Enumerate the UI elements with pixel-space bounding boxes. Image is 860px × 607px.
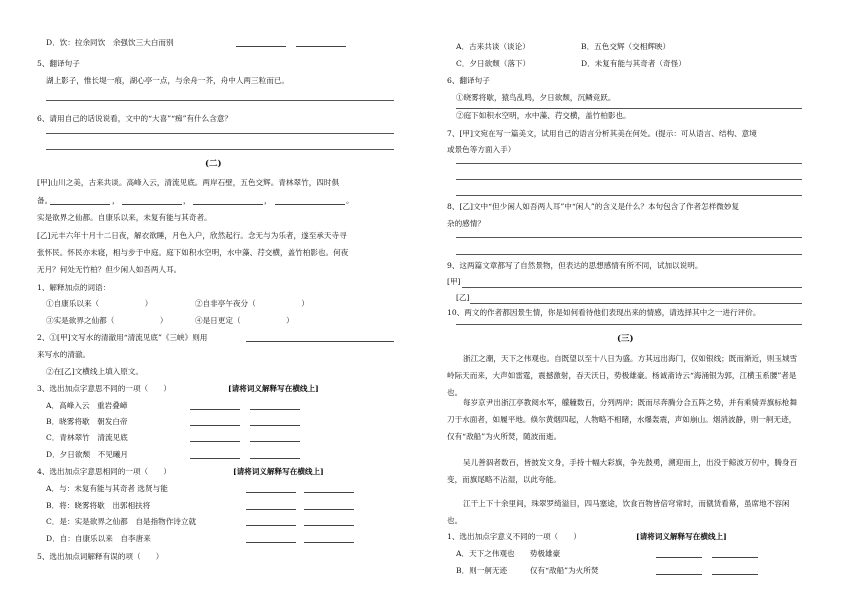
answer-blank[interactable]: [246, 517, 296, 526]
answer-blank[interactable]: [190, 401, 240, 410]
q4-option: B．将：晓雾将歇 出郭相扶将: [46, 501, 151, 510]
q9-jia-label: [甲]: [447, 277, 461, 286]
q6-item: ①晓雾将歇，猿鸟乱鸣，夕日欲颓，沉鳞竞跃。: [456, 93, 616, 102]
q1-item: ④是日更定（ ）: [195, 316, 294, 325]
question-6: 6、翻译句子: [447, 76, 490, 85]
q1-item: ①自康乐以来（ ）: [46, 299, 153, 308]
passage-three-paragraph: 浙江之潮，天下之伟观也。自既望以至十八日为盛。方其远出海门，仅如银线；既而渐近，则玉城雪岭际天而来，大声如雷霆，震撼激射，吞天沃日，势极雄豪。杨诚斋诗云“海涌银为郭，江横玉系腰”者是也。: [447, 354, 798, 397]
answer-blank[interactable]: [304, 501, 354, 510]
fill-blank[interactable]: [50, 196, 110, 205]
question-10: 10、两文的作者都因景生情，你是如何看待他们表现出来的情感，请选择其中之一进行评价。: [447, 308, 761, 317]
q4-option: D．自：自康乐以来 自李唐来: [46, 534, 151, 543]
passage-yi-line: 无月？何处无竹柏？但少闲人如吾两人耳。: [37, 265, 182, 274]
q3-option: D．夕日欲颓 不见曦月: [46, 450, 129, 459]
q1-item: ②自非亭午夜分（ ）: [195, 299, 309, 308]
answer-blank[interactable]: [296, 38, 346, 47]
passage-jia-line: [甲]山川之美，古来共谈。高峰入云，清流见底。两岸石壁，五色交辉。青林翠竹，四时俱: [37, 178, 340, 187]
answer-blank[interactable]: [656, 549, 702, 558]
question-1: 1、解释加点的词语：: [37, 283, 111, 292]
answer-line[interactable]: [456, 195, 802, 196]
passage-three-paragraph: 吴儿善泅者数百，皆披发文身，手持十幅大彩旗，争先鼓勇，溯迎而上，出没于鲸波万仞中，腾身百变，而旗尾略不沾湿，以此夸能。: [447, 458, 798, 484]
passage-yi-line: 张怀民。怀民亦未寝，相与步于中庭。庭下如积水空明，水中藻、荇交横，盖竹柏影也。何夜: [37, 248, 349, 257]
fill-blank[interactable]: [193, 196, 263, 205]
question-5-sentence: 湖上影子，惟长堤一痕，湖心亭一点，与余舟一芥，舟中人两三粒而已。: [46, 76, 289, 85]
q1-option: A．天下之伟观也 势极雄豪: [456, 549, 561, 558]
section-two-heading: (二): [205, 159, 222, 169]
answer-blank[interactable]: [246, 484, 296, 493]
question-2-sub: ②在[乙]文横线上填入原文。: [46, 367, 144, 376]
fill-blank[interactable]: [275, 196, 345, 205]
answer-blank[interactable]: [246, 534, 296, 543]
answer-blank[interactable]: [190, 417, 240, 426]
question-5: 5、选出加点词解释有误的项（ ）: [37, 552, 164, 561]
question-4: 4、选出加点字意思相同的一项（ ）: [37, 467, 171, 476]
question-8-cont: 杂的感情？: [447, 219, 485, 228]
answer-line[interactable]: [470, 303, 802, 304]
fill-blank[interactable]: [122, 196, 182, 205]
passage-three-paragraph: 每岁京尹出浙江亭教阅水军，艨艟数百，分列两岸；既而尽奔腾分合五阵之势，并有乘骑弄旗标枪舞刀于水面者，如履平地。倏尔黄烟四起，人物略不相睹，水爆轰震，声如崩山。烟消波静，则一舸无迹，仅有“敌船”为火所焚，随波而逝。: [447, 398, 798, 441]
q3-option: A．高峰入云 重岩叠嶂: [46, 401, 128, 410]
q1-option: B．则一舸无迹 仅有“敌船”为火所焚: [456, 566, 599, 575]
answer-blank[interactable]: [656, 566, 702, 575]
answer-line[interactable]: [456, 108, 802, 109]
question-3: 3、选出加点字意思不同的一项（ ）: [37, 384, 171, 393]
answer-line[interactable]: [456, 324, 802, 325]
question-4-hint: [请将词义解释写在横线上]: [233, 467, 324, 476]
q4-option: A．与：未复有能与其奇者 选贤与能: [46, 484, 168, 493]
fill-blank[interactable]: [246, 333, 394, 342]
passage-yi-line: [乙]元丰六年十月十二日夜，解衣欲睡，月色入户，欣然起行。念无与为乐者，遂至承天寺寻: [37, 231, 347, 240]
answer-blank[interactable]: [250, 401, 300, 410]
comma: ，: [264, 196, 272, 205]
q3-option: C．青林翠竹 清流见底: [46, 433, 128, 442]
question-2-cont: 来写水的清澈。: [37, 350, 91, 359]
answer-blank[interactable]: [250, 417, 300, 426]
question-9: 9、这两篇文章都写了自然景物，但表达的思想感情有所不同，试加以说明。: [447, 261, 703, 270]
answer-line[interactable]: [456, 237, 802, 238]
passage-jia-line: 实是欲界之仙都。自康乐以来，未复有能与其奇者。: [37, 213, 212, 222]
question-5-title: 5、翻译句子: [37, 59, 80, 68]
question-3-hint: [请将词义解释写在横线上]: [228, 384, 319, 393]
q9-yi-label: [乙]: [456, 293, 470, 302]
q6-item: ②庭下如积水空明，水中藻、荇交横，盖竹柏影也。: [456, 111, 631, 120]
q4-option: C．是：实是欲界之仙都 自是指物作诗立就: [46, 517, 197, 526]
question-7-cont: 或景色等方面入手）: [447, 145, 516, 154]
answer-line[interactable]: [46, 149, 394, 150]
question-1: 1、选出加点字意义不同的一项（ ）: [447, 532, 581, 541]
answer-line[interactable]: [46, 133, 394, 134]
passage-jia-line: 备。: [37, 196, 53, 205]
answer-blank[interactable]: [712, 549, 758, 558]
question-8: 8、[乙]文中“但少闲人如吾两人耳”中“闲人”的含义是什么？本句包含了作者怎样微妙复: [447, 202, 740, 211]
answer-blank[interactable]: [190, 450, 240, 459]
question-7: 7、[甲]文宛在写一篇美文，试用自己的语言分析其美在何处。(提示：可从语言、结构、意境: [447, 129, 757, 138]
q1-item: ③实是欲界之仙都（ ）: [46, 316, 168, 325]
option-c: C．夕日欲颓（落下）: [456, 59, 531, 68]
answer-line[interactable]: [456, 163, 802, 164]
option-d: D．饮：拉余同饮 余强饮三大白而别: [46, 38, 174, 47]
answer-line[interactable]: [456, 254, 802, 255]
question-2: 2、①[甲]文写水的清澈用“清流见底”《三峡》则用: [37, 333, 208, 342]
option-a: A．古来共谈（谈论）: [456, 42, 530, 51]
section-three-heading: (三): [617, 334, 634, 344]
answer-line[interactable]: [462, 287, 802, 288]
question-6: 6、请用自己的话说说看，文中的“大喜”“痴”有什么含意？: [37, 114, 233, 123]
answer-blank[interactable]: [250, 450, 300, 459]
period: 。: [346, 196, 354, 205]
answer-blank[interactable]: [712, 566, 758, 575]
answer-line[interactable]: [46, 100, 394, 101]
answer-blank[interactable]: [250, 433, 300, 442]
answer-blank[interactable]: [190, 433, 240, 442]
answer-blank[interactable]: [246, 501, 296, 510]
option-b: B．五色交辉（交相辉映）: [581, 42, 671, 51]
option-d: D．未复有能与其奇者（奇怪）: [581, 59, 686, 68]
question-1-hint: [请将词义解释写在横线上]: [636, 532, 727, 541]
q3-option: B．晓雾将歇 朝发白帝: [46, 417, 128, 426]
answer-blank[interactable]: [304, 534, 354, 543]
answer-line[interactable]: [456, 179, 802, 180]
answer-blank[interactable]: [236, 38, 286, 47]
passage-three-paragraph: 江干上下十余里间，珠翠罗绮溢目，四马塞途，饮食百物皆倍穹常时，而僦赁看幕，虽席地不容闲也。: [447, 499, 790, 525]
answer-blank[interactable]: [304, 517, 354, 526]
answer-blank[interactable]: [304, 484, 354, 493]
